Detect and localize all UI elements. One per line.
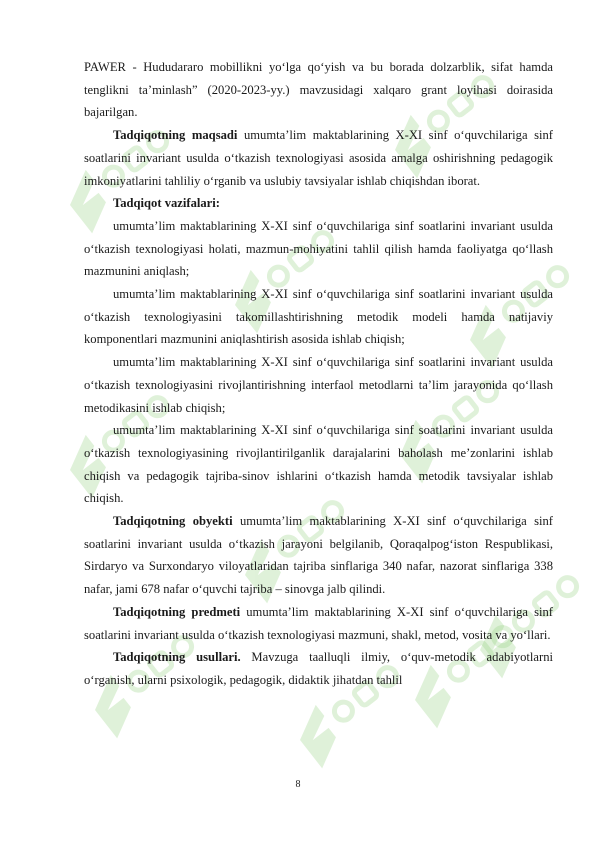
paragraph-text: umumta’lim maktablarining X-XI sinf o‘quvchilariga sinf soatlarini invariant usulda o‘tkazish texnologiyasini takomillashtirishning metodik modeli hamda natijaviy komponentlari mazmunini aniqlashtirish asosida ishlab chiqish; xyxy=(84,287,553,347)
paragraph xyxy=(84,283,553,351)
paragraph-text: umumta’lim maktablarining X-XI sinf o‘quvchilariga sinf soatlarini invariant usulda o‘tkazish texnologiyasining rivojlantirilganlik darajalarini baholash me’zonlarini ishlab chiqish va pedagogik tajriba-sinov ishlarini o‘tkazish hamda metodik tavsiyalar ishlab chiqish. xyxy=(84,423,553,506)
paragraph-lead: Tadqiqotning maqsadi xyxy=(113,128,238,143)
paragraph-text: PAWER - Hududararo mobillikni yo‘lga qo‘yish va bu borada dolzarblik, sifat hamda tenglikni ta’minlash” (2020-2023-yy.) mavzusidagi xalqaro grant loyihasi doirasida bajarilgan. xyxy=(84,60,553,120)
paragraph xyxy=(84,56,553,124)
page-number: 8 xyxy=(295,779,301,790)
paragraph xyxy=(84,124,553,192)
paragraph-text: Mavzuga taalluqli ilmiy, o‘quv-metodik adabiyotlarni o‘rganish, ularni psixologik, pedagogik, didaktik jihatdan tahlil xyxy=(84,650,553,687)
body-text xyxy=(84,56,553,692)
paragraph xyxy=(84,192,553,215)
paragraph-text: umumta’lim maktablarining X-XI sinf o‘quvchilariga sinf soatlarini invariant usulda o‘tkazish texnologiyasi holati, mazmun-mohiyatini tahlil qilish hamda faoliyatga qo‘llash mazmunini aniqlash; xyxy=(84,218,553,279)
paragraph-text: umumta’lim maktablarining X-XI sinf o‘quvchilariga sinf soatlarini invariant usulda o‘tkazish texnologiyasi mazmuni, shakl, metod, vosita va yo‘llari. xyxy=(84,604,553,642)
paragraph xyxy=(84,351,553,419)
paragraph-text: umumta’lim maktablarining X-XI sinf o‘quvchilariga sinf soatlarini invariant usulda o‘tkazish texnologiyasini rivojlantirishning interfaol metodlarni ta’lim jarayonida qo‘llash metodikasini ishlab chiqish; xyxy=(84,355,553,415)
paragraph xyxy=(84,601,553,646)
paragraph-lead: Tadqiqotning obyekti xyxy=(113,514,233,529)
paragraph-lead: Tadqiqotning predmeti xyxy=(113,604,241,619)
paragraph xyxy=(84,646,553,691)
paragraph xyxy=(84,215,553,283)
paragraph-text: umumta’lim maktablarining X-XI sinf o‘quvchilariga sinf soatlarini invariant usulda o‘tkazish jarayoni belgilanib, Qoraqalpog‘iston Respublikasi, Sirdaryo va Surxondaryo viloyatlaridan tajriba sinflariga 340 nafar, nazorat sinflariga 338 nafar, jami 678 nafar o‘quvchi tajriba – sinovga jalb qilindi. xyxy=(84,514,553,597)
paragraph-lead: Tadqiqotning usullari. xyxy=(113,650,241,665)
paragraph xyxy=(84,510,553,601)
paragraph xyxy=(84,419,553,510)
paragraph-text: umumta’lim maktablarining X-XI sinf o‘quvchilariga sinf soatlarini invariant usulda o‘tkazish texnologiyasi asosida amalga oshirishning pedagogik imkoniyatlarini tahliliy o‘rganib va uslubiy tavsiyalar ishlab chiqishdan iborat. xyxy=(84,128,553,188)
paragraph-lead: Tadqiqot vazifalari: xyxy=(113,196,220,211)
